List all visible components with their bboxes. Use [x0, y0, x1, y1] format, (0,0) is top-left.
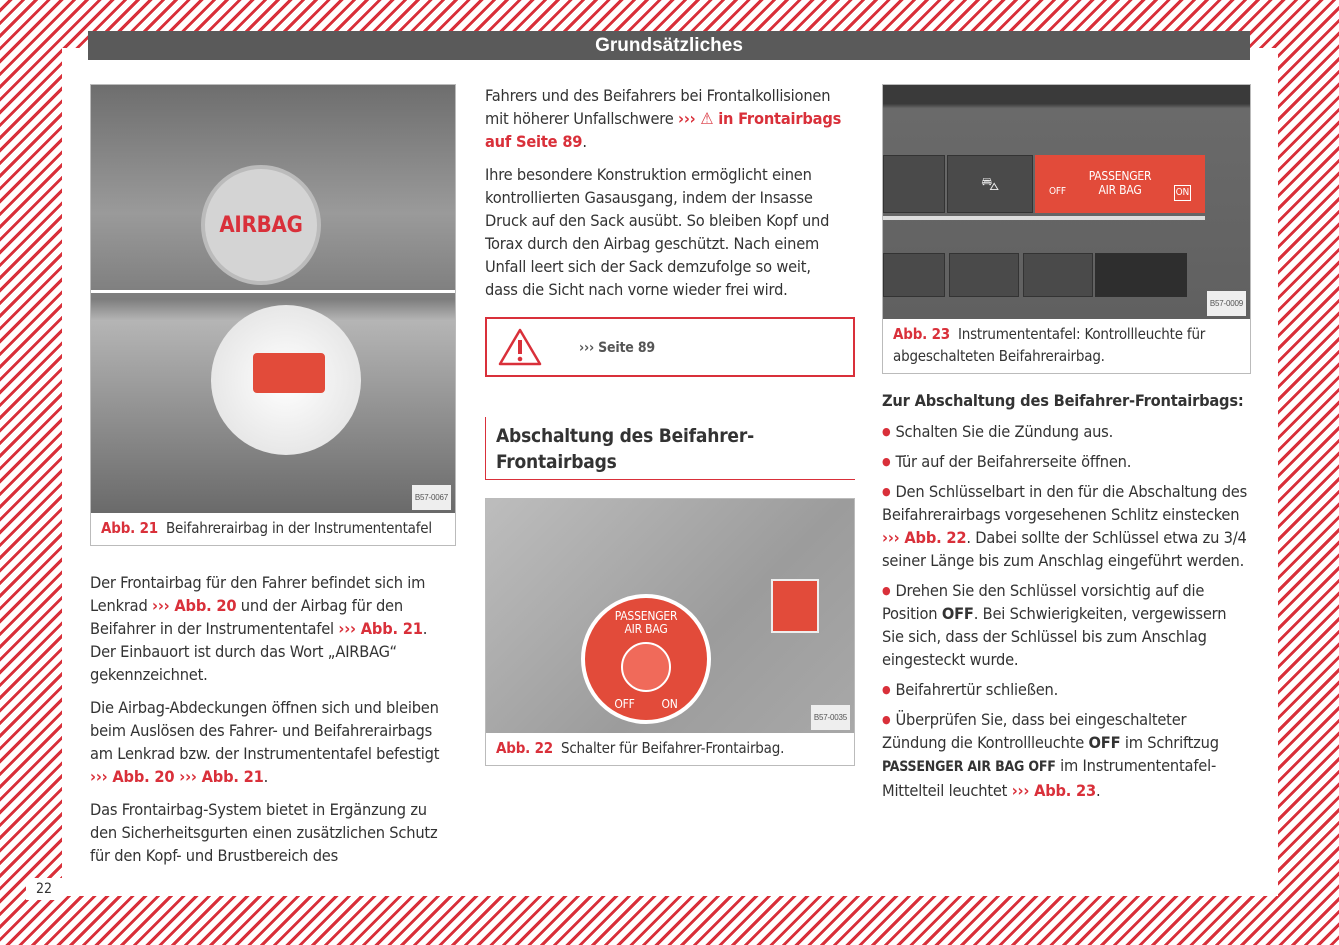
off-label: OFF — [1049, 186, 1066, 197]
figure-label: Abb. 22 — [496, 739, 553, 757]
figure-label: Abb. 21 — [101, 519, 158, 537]
switch-label: PASSENGER AIR BAG — [614, 609, 678, 636]
caption-text: Schalter für Beifahrer-Frontairbag. — [560, 739, 785, 757]
figure-21 — [90, 84, 456, 546]
paragraph: Der Frontairbag für den Fahrer befindet sich im Lenkrad ››› Abb. 20 und der Airbag für den Beifahrer in der Instrumententafel ››› Abb. 21. Der Einbauort ist durch das Wort „AIRBAG“ gekennzeichnet. — [90, 573, 428, 684]
airbag-label-text: AIRBAG — [219, 212, 303, 238]
instruction-step: ● Schalten Sie die Zündung aus. — [882, 420, 1251, 443]
column-2 — [485, 84, 855, 766]
figure-code: B57-0009 — [1207, 291, 1246, 316]
passenger-airbag-indicator — [1035, 155, 1205, 213]
link-abb-22[interactable]: ››› Abb. 22 — [882, 528, 967, 547]
indicator-text: PASSENGER AIR BAG — [1088, 169, 1152, 197]
on-label: ON — [1174, 185, 1191, 201]
page-number: 22 — [26, 878, 62, 900]
section-heading: Abschaltung des Beifahrer-Frontairbags — [485, 417, 855, 480]
figure-22-image — [486, 499, 854, 733]
column-3 — [882, 84, 1251, 809]
off-label: OFF — [614, 697, 635, 711]
link-abb-20-21[interactable]: ››› Abb. 20 ››› Abb. 21 — [90, 767, 264, 786]
rear-defrost-button: ⛍ — [947, 155, 1033, 213]
instruction-step: ● Überprüfen Sie, dass bei eingeschalteter Zündung die Kontrollleuchte OFF im Schriftzug PASSENGER AIR BAG OFF im Instrumententafel-Mittelteil leuchtet ››› Abb. 23. — [882, 708, 1251, 802]
instruction-step: ● Beifahrertür schließen. — [882, 678, 1251, 701]
link-abb-23[interactable]: ››› Abb. 23 — [1011, 781, 1097, 800]
figure-23-image — [883, 85, 1250, 319]
key-slot — [621, 642, 671, 692]
link-abb-20[interactable]: ››› Abb. 20 — [152, 596, 237, 615]
link-abb-21[interactable]: ››› Abb. 21 — [338, 619, 423, 638]
figure-21-caption — [91, 513, 455, 545]
paragraph: Das Frontairbag-System bietet in Ergänzung zu den Sicherheitsgurten einen zusätzlichen Schutz für den Kopf- und Brustbereich des — [90, 800, 438, 865]
warning-link-seite-89[interactable]: ››› Seite 89 — [579, 340, 655, 356]
airbag-switch — [771, 579, 819, 633]
figure-22-caption — [486, 733, 854, 765]
instruction-step: ● Drehen Sie den Schlüssel vorsichtig auf die Position OFF. Bei Schwierigkeiten, vergewissern Sie sich, dass der Schlüssel bis zum Anschlag eingesteckt wurde. — [882, 579, 1251, 671]
on-label: ON — [661, 697, 678, 711]
figure-code: B57-0035 — [811, 705, 850, 730]
figure-22 — [485, 498, 855, 766]
instruction-step: ● Den Schlüsselbart in den für die Abschaltung des Beifahrerairbags vorgesehenen Schlitz einstecken ››› Abb. 22. Dabei sollte der Schlüssel etwa zu 3/4 seiner Länge bis zum Anschlag eingeführt werden. — [882, 480, 1251, 572]
figure-label: Abb. 23 — [893, 325, 950, 343]
instruction-heading: Zur Abschaltung des Beifahrer-Frontairbags: — [882, 391, 1244, 410]
figure-code: B57-0067 — [412, 485, 451, 510]
figure-21-image — [91, 85, 455, 513]
figure-23 — [882, 84, 1251, 374]
figure-23-caption — [883, 319, 1250, 373]
warning-icon — [497, 327, 543, 367]
instruction-step: ● Tür auf der Beifahrerseite öffnen. — [882, 450, 1251, 473]
airbag-cover — [253, 353, 325, 393]
airbag-label-magnifier — [201, 165, 321, 285]
deployed-airbag — [211, 305, 361, 455]
airbag-switch-magnifier — [581, 594, 711, 724]
paragraph: Die Airbag-Abdeckungen öffnen sich und bleiben beim Auslösen des Fahrer- und Beifahrerairbags am Lenkrad bzw. der Instrumententafel befestigt ››› Abb. 20 ››› Abb. 21. — [90, 698, 440, 786]
column-1 — [90, 84, 456, 877]
paragraph: Fahrers und des Beifahrers bei Frontalkollisionen mit höherer Unfallschwere ››› ⚠ in Frontairbags auf Seite 89. — [485, 86, 842, 151]
warning-box — [485, 317, 855, 377]
paragraph: Ihre besondere Konstruktion ermöglicht einen kontrollierten Gasausgang, indem der Insasse Druck auf den Sack ausübt. So bleiben Kopf und Torax durch den Airbag geschützt. Nach einem Unfall leert sich der Sack demzufolge so weit, dass die Sicht nach vorne wieder frei wird. — [485, 165, 830, 299]
section-header: Grundsätzliches — [88, 31, 1250, 60]
link-frontairbags-seite-89[interactable]: ››› ⚠ in Frontairbags auf Seite 89 — [485, 109, 842, 151]
caption-text: Instrumententafel: Kontrollleuchte für abgeschalteten Beifahrerairbag. — [893, 325, 1206, 365]
caption-text: Beifahrerairbag in der Instrumententafel — [165, 519, 432, 537]
